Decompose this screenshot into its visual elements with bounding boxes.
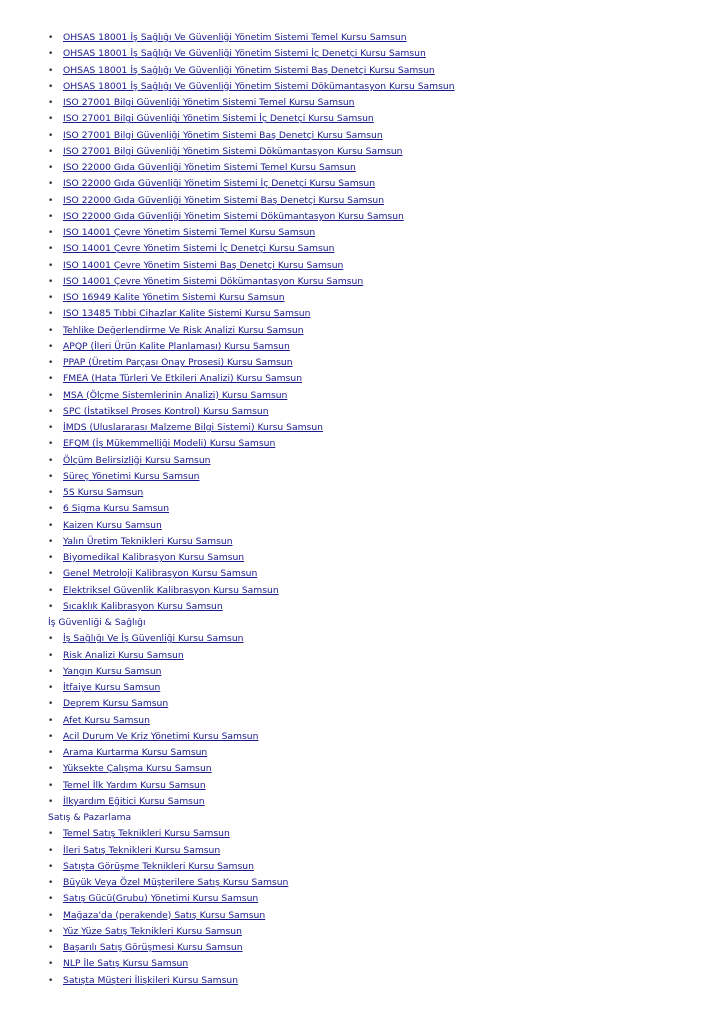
course-link[interactable]: Satış Gücü(Grubu) Yönetimi Kursu Samsun	[63, 893, 259, 905]
list-item	[48, 924, 708, 940]
course-link[interactable]: ISO 27001 Bilgi Güvenliği Yönetim Sistemi Dökümantasyon Kursu Samsun	[63, 145, 403, 157]
course-link[interactable]: Temel İlk Yardım Kursu Samsun	[63, 779, 206, 791]
bullet-dot-icon: •	[48, 244, 54, 255]
list-item	[48, 176, 708, 192]
list-item	[48, 843, 708, 859]
bullet-dot-icon: •	[48, 179, 54, 190]
list-item	[48, 436, 708, 452]
bullet-dot-icon: •	[48, 764, 54, 775]
list-item	[48, 371, 708, 387]
list-item	[48, 794, 708, 810]
bullet-dot-icon: •	[48, 65, 54, 76]
bullet-dot-icon: •	[48, 455, 54, 466]
bullet-dot-icon: •	[48, 731, 54, 742]
list-item	[48, 599, 708, 615]
course-link[interactable]: Süreç Yönetimi Kursu Samsun	[63, 470, 200, 482]
bullet-dot-icon: •	[48, 195, 54, 206]
course-link[interactable]: ISO 22000 Gıda Güvenliği Yönetim Sistemi Baş Denetçi Kursu Samsun	[63, 194, 385, 206]
course-link-document	[48, 30, 708, 989]
list-item	[48, 209, 708, 225]
bullet-dot-icon: •	[48, 504, 54, 515]
course-link[interactable]: Mağaza'da (perakende) Satış Kursu Samsun	[63, 909, 266, 921]
list-item	[48, 875, 708, 891]
bullet-dot-icon: •	[48, 975, 54, 986]
bullet-dot-icon: •	[48, 910, 54, 921]
list-item	[48, 306, 708, 322]
course-link[interactable]: Büyük Veya Özel Müşterilere Satış Kursu Samsun	[63, 877, 289, 888]
course-link[interactable]: ISO 27001 Bilgi Güvenliği Yönetim Sistemi Baş Denetçi Kursu Samsun	[63, 129, 383, 141]
course-link[interactable]: EFQM (İş Mükemmelliği Modeli) Kursu Samsun	[63, 438, 276, 450]
list-item	[48, 729, 708, 745]
bullet-dot-icon: •	[48, 341, 54, 352]
course-link[interactable]: ISO 13485 Tıbbi Cihazlar Kalite Sistemi Kursu Samsun	[63, 308, 311, 320]
course-link[interactable]: MSA (Ölçme Sistemlerinin Analizi) Kursu Samsun	[63, 389, 288, 401]
bullet-dot-icon: •	[48, 861, 54, 872]
course-link[interactable]: ISO 14001 Çevre Yönetim Sistemi Temel Kursu Samsun	[63, 227, 316, 238]
list-item	[48, 420, 708, 436]
list-item	[48, 144, 708, 160]
list-item	[48, 826, 708, 842]
course-link[interactable]: PPAP (Üretim Parçası Onay Prosesi) Kursu Samsun	[63, 357, 293, 368]
course-link[interactable]: Deprem Kursu Samsun	[63, 698, 169, 710]
course-section	[48, 30, 708, 615]
bullet-dot-icon: •	[48, 943, 54, 953]
bullet-dot-icon: •	[48, 325, 54, 336]
list-item	[48, 274, 708, 290]
list-item	[48, 388, 708, 404]
course-link[interactable]: Yüksekte Çalışma Kursu Samsun	[63, 763, 212, 775]
list-item	[48, 973, 708, 989]
list-item	[48, 648, 708, 664]
list-item	[48, 956, 708, 972]
bullet-dot-icon: •	[48, 130, 54, 141]
course-link[interactable]: Elektriksel Güvenlik Kalibrasyon Kursu Samsun	[63, 584, 279, 596]
bullet-dot-icon: •	[48, 520, 54, 531]
bullet-dot-icon: •	[48, 796, 54, 807]
course-link[interactable]: Biyomedikal Kalibrasyon Kursu Samsun	[63, 552, 245, 563]
course-link[interactable]: APQP (İleri Ürün Kalite Planlaması) Kursu Samsun	[63, 340, 290, 352]
course-link[interactable]: 5S Kursu Samsun	[63, 487, 144, 498]
course-link[interactable]: 6 Sigma Kursu Samsun	[63, 503, 170, 515]
bullet-dot-icon: •	[48, 260, 54, 271]
bullet-dot-icon: •	[48, 406, 54, 417]
list-item	[48, 193, 708, 209]
course-link[interactable]: ISO 14001 Çevre Yönetim Sistemi İç Denetçi Kursu Samsun	[63, 243, 335, 255]
list-item	[48, 46, 708, 62]
list-item	[48, 745, 708, 761]
course-link[interactable]: ISO 22000 Gıda Güvenliği Yönetim Sistemi Temel Kursu Samsun	[63, 162, 356, 173]
list-item	[48, 453, 708, 469]
bullet-dot-icon: •	[48, 926, 54, 937]
list-item	[48, 128, 708, 144]
list-item	[48, 566, 708, 582]
bullet-dot-icon: •	[48, 553, 54, 563]
list-item	[48, 323, 708, 339]
course-link[interactable]: Tehlike Değerlendirme Ve Risk Analizi Kursu Samsun	[63, 324, 304, 336]
bullet-dot-icon: •	[48, 585, 54, 596]
course-link[interactable]: Sıcaklık Kalibrasyon Kursu Samsun	[63, 600, 223, 612]
course-link[interactable]: OHSAS 18001 İş Sağlığı Ve Güvenliği Yönetim Sistemi Dökümantasyon Kursu Samsun	[63, 80, 455, 92]
bullet-dot-icon: •	[48, 601, 54, 612]
bullet-dot-icon: •	[48, 894, 54, 905]
bullet-dot-icon: •	[48, 423, 54, 433]
list-item	[48, 241, 708, 257]
course-link[interactable]: FMEA (Hata Türleri Ve Etkileri Analizi) Kursu Samsun	[63, 373, 303, 385]
course-link[interactable]: Yangın Kursu Samsun	[63, 665, 162, 677]
bullet-dot-icon: •	[48, 358, 54, 368]
list-item	[48, 111, 708, 127]
bullet-dot-icon: •	[48, 163, 54, 173]
bullet-dot-icon: •	[48, 390, 54, 401]
list-item	[48, 404, 708, 420]
bullet-dot-icon: •	[48, 666, 54, 677]
bullet-dot-icon: •	[48, 488, 54, 498]
bullet-dot-icon: •	[48, 98, 54, 108]
bullet-dot-icon: •	[48, 650, 54, 661]
list-item	[48, 355, 708, 371]
list-item	[48, 290, 708, 306]
list-item	[48, 908, 708, 924]
list-item	[48, 469, 708, 485]
bullet-dot-icon: •	[48, 81, 54, 92]
course-link[interactable]: Risk Analizi Kursu Samsun	[63, 649, 184, 661]
course-link[interactable]: Yalın Üretim Teknikleri Kursu Samsun	[63, 535, 233, 547]
bullet-dot-icon: •	[48, 536, 54, 547]
list-item	[48, 631, 708, 647]
bullet-dot-icon: •	[48, 748, 54, 758]
bullet-dot-icon: •	[48, 683, 54, 693]
list-item	[48, 160, 708, 176]
course-link-list	[48, 631, 708, 810]
bullet-dot-icon: •	[48, 33, 54, 43]
course-link[interactable]: ISO 27001 Bilgi Güvenliği Yönetim Sistemi Temel Kursu Samsun	[63, 97, 355, 108]
bullet-dot-icon: •	[48, 374, 54, 385]
course-link[interactable]: Yüz Yüze Satış Teknikleri Kursu Samsun	[63, 925, 242, 937]
bullet-dot-icon: •	[48, 293, 54, 303]
list-item	[48, 583, 708, 599]
bullet-dot-icon: •	[48, 699, 54, 710]
course-link[interactable]: İlkyardım Eğitici Kursu Samsun	[63, 795, 205, 807]
course-link[interactable]: İleri Satış Teknikleri Kursu Samsun	[63, 844, 221, 856]
bullet-dot-icon: •	[48, 211, 54, 222]
course-link[interactable]: OHSAS 18001 İş Sağlığı Ve Güvenliği Yönetim Sistemi Baş Denetçi Kursu Samsun	[63, 64, 435, 76]
bullet-dot-icon: •	[48, 829, 54, 840]
bullet-dot-icon: •	[48, 49, 54, 60]
bullet-dot-icon: •	[48, 439, 54, 450]
list-item	[48, 761, 708, 777]
course-link[interactable]: Genel Metroloji Kalibrasyon Kursu Samsun	[63, 568, 258, 580]
course-link[interactable]: Satışta Görüşme Teknikleri Kursu Samsun	[63, 860, 254, 872]
course-link[interactable]: Satışta Müşteri İlişkileri Kursu Samsun	[63, 974, 239, 986]
bullet-dot-icon: •	[48, 845, 54, 856]
course-link-list	[48, 826, 708, 989]
course-link[interactable]: İtfaiye Kursu Samsun	[63, 682, 161, 693]
bullet-dot-icon: •	[48, 146, 54, 157]
list-item	[48, 550, 708, 566]
list-item	[48, 940, 708, 956]
course-link[interactable]: Temel Satış Teknikleri Kursu Samsun	[63, 828, 230, 840]
bullet-dot-icon: •	[48, 228, 54, 238]
bullet-dot-icon: •	[48, 878, 54, 888]
course-link[interactable]: SPC (İstatiksel Proses Kontrol) Kursu Samsun	[63, 405, 269, 417]
list-item	[48, 664, 708, 680]
course-link[interactable]: ISO 27001 Bilgi Güvenliği Yönetim Sistemi İç Denetçi Kursu Samsun	[63, 113, 374, 125]
bullet-dot-icon: •	[48, 276, 54, 287]
section-heading: İş Güvenliği & Sağlığı	[48, 617, 146, 628]
course-link[interactable]: OHSAS 18001 İş Sağlığı Ve Güvenliği Yönetim Sistemi İç Denetçi Kursu Samsun	[63, 48, 426, 60]
course-section	[48, 615, 708, 810]
list-item	[48, 518, 708, 534]
course-link[interactable]: ISO 14001 Çevre Yönetim Sistemi Dökümantasyon Kursu Samsun	[63, 275, 364, 287]
list-item	[48, 30, 708, 46]
list-item	[48, 696, 708, 712]
bullet-dot-icon: •	[48, 780, 54, 791]
course-link[interactable]: OHSAS 18001 İş Sağlığı Ve Güvenliği Yönetim Sistemi Temel Kursu Samsun	[63, 32, 407, 43]
course-link[interactable]: İş Sağlığı Ve İş Güvenliği Kursu Samsun	[63, 633, 244, 645]
list-item	[48, 95, 708, 111]
list-item	[48, 485, 708, 501]
course-link-list	[48, 30, 708, 615]
course-link[interactable]: Arama Kurtarma Kursu Samsun	[63, 747, 208, 758]
list-item	[48, 713, 708, 729]
course-link[interactable]: ISO 22000 Gıda Güvenliği Yönetim Sistemi İç Denetçi Kursu Samsun	[63, 178, 376, 190]
course-link[interactable]: ISO 22000 Gıda Güvenliği Yönetim Sistemi Dökümantasyon Kursu Samsun	[63, 210, 404, 222]
course-link[interactable]: Acil Durum Ve Kriz Yönetimi Kursu Samsun	[63, 730, 259, 742]
course-link[interactable]: Başarılı Satış Görüşmesi Kursu Samsun	[63, 942, 243, 953]
list-item	[48, 501, 708, 517]
bullet-dot-icon: •	[48, 471, 54, 482]
list-item	[48, 680, 708, 696]
list-item	[48, 778, 708, 794]
list-item	[48, 79, 708, 95]
list-item	[48, 258, 708, 274]
section-heading: Satış & Pazarlama	[48, 812, 132, 823]
list-item	[48, 534, 708, 550]
course-link[interactable]: ISO 14001 Çevre Yönetim Sistemi Baş Denetçi Kursu Samsun	[63, 259, 344, 271]
course-section	[48, 810, 708, 989]
list-item	[48, 63, 708, 79]
bullet-dot-icon: •	[48, 634, 54, 645]
course-link[interactable]: İMDS (Uluslararası Malzeme Bilgi Sistemi) Kursu Samsun	[63, 422, 323, 433]
list-item	[48, 225, 708, 241]
bullet-dot-icon: •	[48, 959, 54, 970]
list-item	[48, 891, 708, 907]
course-link[interactable]: Kaizen Kursu Samsun	[63, 519, 162, 531]
bullet-dot-icon: •	[48, 309, 54, 320]
course-link[interactable]: NLP İle Satış Kursu Samsun	[63, 958, 189, 970]
list-item	[48, 859, 708, 875]
list-item	[48, 339, 708, 355]
course-link[interactable]: Afet Kursu Samsun	[63, 714, 150, 726]
course-link[interactable]: ISO 16949 Kalite Yönetim Sistemi Kursu Samsun	[63, 292, 285, 303]
course-link[interactable]: Ölçüm Belirsizliği Kursu Samsun	[63, 454, 211, 466]
bullet-dot-icon: •	[48, 569, 54, 580]
bullet-dot-icon: •	[48, 715, 54, 726]
bullet-dot-icon: •	[48, 114, 54, 125]
